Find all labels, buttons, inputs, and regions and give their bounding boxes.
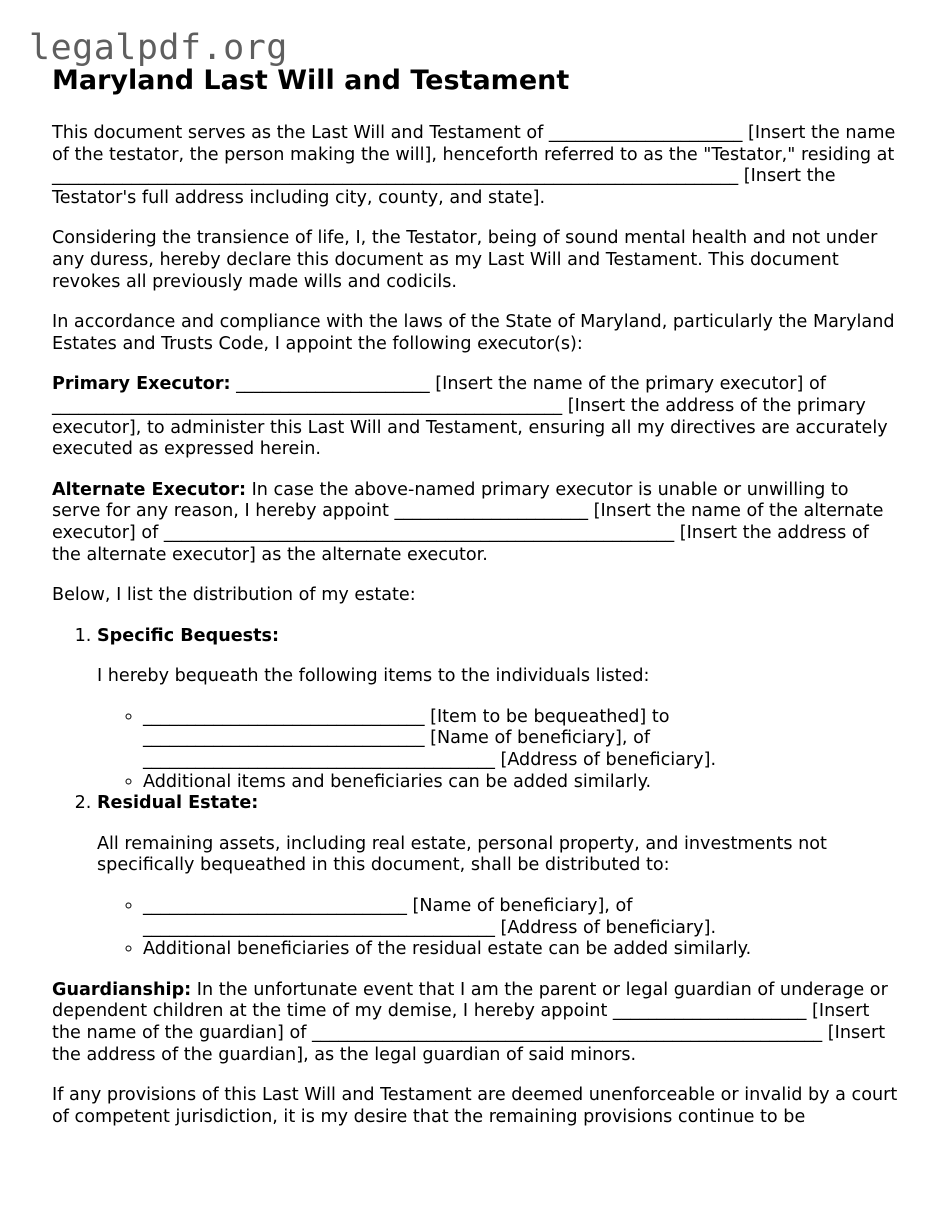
severability-paragraph: If any provisions of this Last Will and Testament are deemed unenforceable or invalid by a court of competent jurisdiction, it is my desire that the remaining provisions continue to be: [52, 1085, 898, 1127]
watermark-logo: legalpdf.org: [29, 28, 288, 68]
sub-list-item: ◦ ________________________________ [Item to be bequeathed] to ________________________________ [Name of beneficiary], of ________________________________________ [Address of beneficiary].: [143, 707, 902, 772]
primary-executor-label: Primary Executor:: [52, 374, 231, 395]
primary-executor-text: ______________________ [Insert the name of the primary executor] of __________________________________________________________ [Insert the address of the primary executor], to administer this Last Will and Testament, ensuring all my directives are accurately executed as expressed herein.: [52, 374, 888, 460]
residual-estate-title: 2. Residual Estate:: [97, 793, 259, 814]
document-title: Maryland Last Will and Testament: [52, 65, 570, 96]
list-item-specific-bequests: [97, 626, 902, 794]
guardianship-paragraph: [52, 980, 902, 1066]
alternate-executor-paragraph: [52, 480, 902, 566]
sub-list-item: ◦ Additional beneficiaries of the residual estate can be added similarly.: [143, 939, 902, 961]
specific-bequests-intro: I hereby bequeath the following items to the individuals listed:: [97, 666, 650, 687]
alternate-executor-text: In case the above-named primary executor is unable or unwilling to serve for any reason, I hereby appoint ______________________ [Insert the name of the alternate executor] of __________________________________________________________ [Insert the address of the alternate executor] as the alternate executor.: [52, 479, 884, 565]
distribution-intro: Below, I list the distribution of my estate:: [52, 585, 416, 606]
guardianship-text: In the unfortunate event that I am the parent or legal guardian of underage or dependent children at the time of my demise, I hereby appoint ______________________ [Insert the name of the guardian] of __________________________________________________________ [Insert the address of the guardian], as the legal guardian of said minors.: [52, 979, 888, 1065]
specific-bequests-title: 1. Specific Bequests:: [97, 625, 280, 646]
distribution-list: [52, 626, 902, 961]
residual-estate-sublist: [97, 896, 902, 961]
specific-bequests-sublist: [97, 707, 902, 793]
intro-paragraph: This document serves as the Last Will and Testament of ______________________ [Insert the name of the testator, the person making the will], henceforth referred to as the "Testator," residing at ______________________________________________________________________________ [Insert the Testator's full address including city, county, and state].: [52, 123, 896, 208]
document-body: [52, 62, 902, 1147]
residual-estate-intro: All remaining assets, including real estate, personal property, and investments not specifically bequeathed in this document, shall be distributed to:: [97, 833, 827, 876]
list-item-residual-estate: [97, 793, 902, 961]
accordance-paragraph: In accordance and compliance with the laws of the State of Maryland, particularly the Maryland Estates and Trusts Code, I appoint the following executor(s):: [52, 312, 895, 354]
guardianship-label: Guardianship:: [52, 979, 192, 1000]
sub-list-item: ◦ Additional items and beneficiaries can be added similarly.: [143, 772, 902, 794]
sub-list-item: ◦ ______________________________ [Name of beneficiary], of ________________________________________ [Address of beneficiary].: [143, 896, 902, 939]
alternate-executor-label: Alternate Executor:: [52, 479, 246, 500]
considering-paragraph: Considering the transience of life, I, the Testator, being of sound mental health and not under any duress, hereby declare this document as my Last Will and Testament. This document revokes all previously made wills and codicils.: [52, 228, 878, 292]
primary-executor-paragraph: [52, 374, 902, 460]
